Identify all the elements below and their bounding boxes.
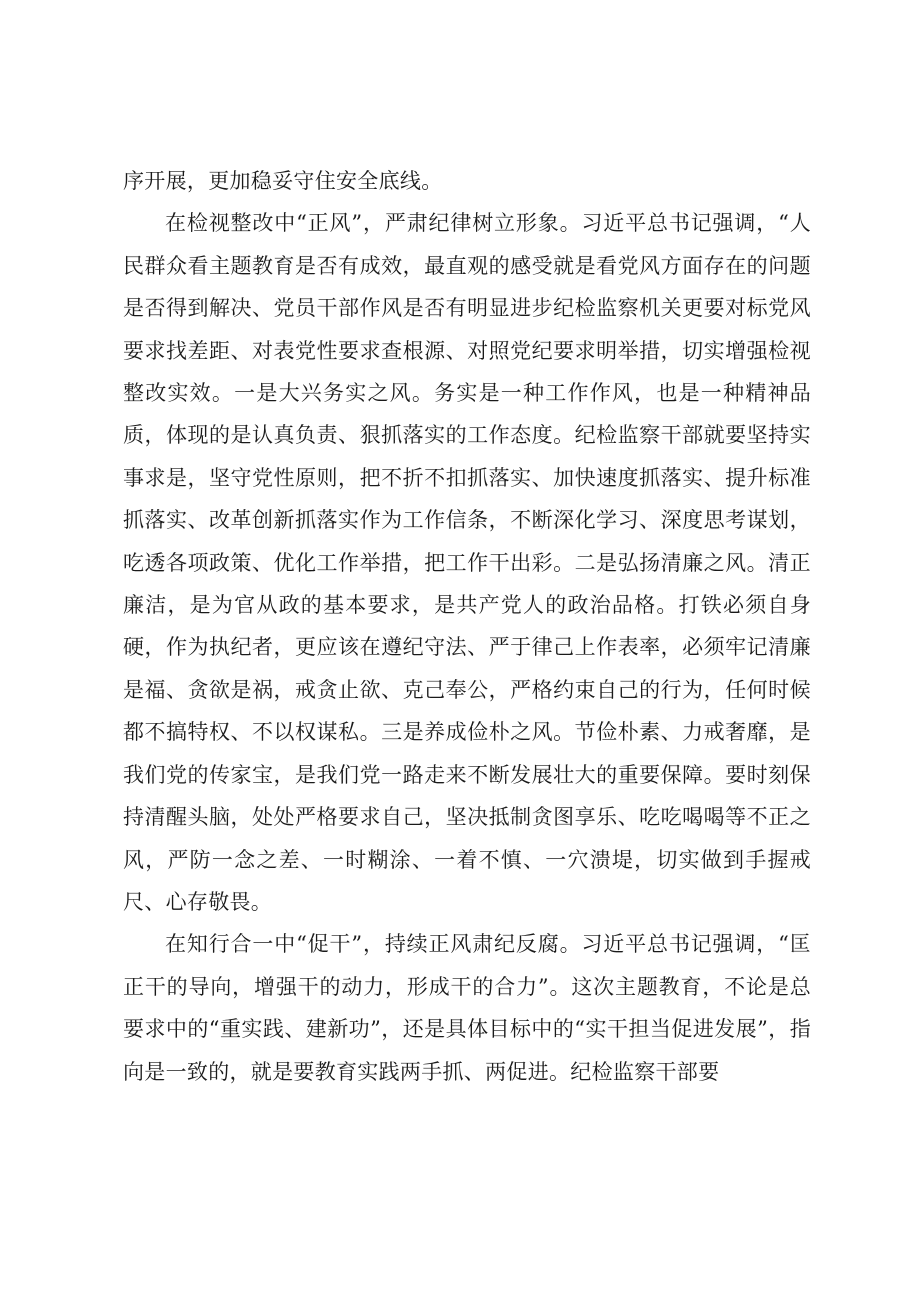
paragraph-zhengfeng: 在检视整改中“正风”，严肃纪律树立形象。习近平总书记强调，“人民群众看主题教育是否有成效，最直观的感受就是看党风方面存在的问题是否得到解决、党员干部作风是否有明显进步纪检监察机关更要对标党风要求找差距、对表党性要求查根源、对照党纪要求明举措，切实增强检视整改实效。一是大兴务实之风。务实是一种工作作风，也是一种精神品质，体现的是认真负责、狠抓落实的工作态度。纪检监察干部就要坚持实事求是，坚守党性原则，把不折不扣抓落实、加快速度抓落实、提升标准抓落实、改革创新抓落实作为工作信条，不断深化学习、深度思考谋划，吃透各项政策、优化工作举措，把工作干出彩。二是弘扬清廉之风。清正廉洁，是为官从政的基本要求，是共产党人的政治品格。打铁必须自身硬，作为执纪者，更应该在遵纪守法、严于律己上作表率，必须牢记清廉是福、贪欲是祸，戒贪止欲、克己奉公，严格约束自己的行为，任何时候都不搞特权、不以权谋私。三是养成俭朴之风。节俭朴素、力戒奢靡，是我们党的传家宝，是我们党一路走来不断发展壮大的重要保障。要时刻保持清醒头脑，处处严格要求自己，坚决抵制贪图享乐、吃吃喝喝等不正之风，严防一念之差、一时糊涂、一着不慎、一穴溃堤，切实做到手握戒尺、心存敬畏。 [123,211,811,914]
paragraph-continued: 序开展，更加稳妥守住安全底线。 [123,169,443,193]
paragraph-cugan: 在知行合一中“促干”，持续正风肃纪反腐。习近平总书记强调，“匡正干的导向，增强干的动力，形成干的合力”。这次主题教育，不论是总要求中的“重实践、建新功”，还是具体目标中的“实干担当促进发展”，指向是一致的，就是要教育实践两手抓、两促进。纪检监察干部要 [123,932,811,1084]
document-body [123,160,811,1093]
